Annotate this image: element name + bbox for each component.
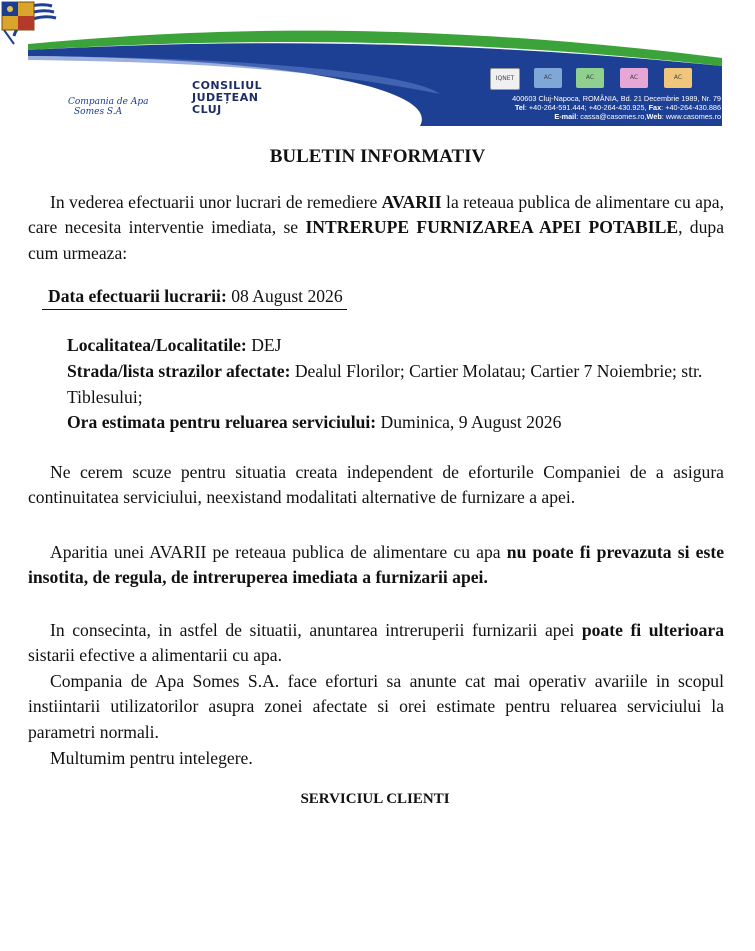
intro-text-3: , dupa cum urmeaza:: [28, 217, 725, 263]
email-label: E-mail: [554, 112, 577, 122]
locality-label: Localitatea/Localitatile:: [67, 335, 247, 355]
certification-badge-2: AC: [576, 68, 604, 88]
streets-label: Strada/lista strazilor afectate:: [67, 360, 291, 381]
resume-row: [67, 410, 719, 436]
intro-text-1: In vederea efectuarii unor lucrari de remediere: [50, 192, 382, 212]
tel-label: Tel: [514, 103, 525, 113]
company-logo-line-1: Compania de Apa: [68, 97, 149, 107]
certification-badge-3: AC: [620, 68, 648, 88]
consequence-text-1: In consecinta, in astfel de situatii, anuntarea intreruperii furnizarii apei: [50, 620, 582, 640]
council-line-2: JUDEȚEAN: [192, 91, 259, 104]
signature-department: SERVICIUL CLIENTI: [300, 791, 450, 807]
occurrence-paragraph: [28, 540, 724, 591]
occurrence-text: Aparitia unei AVARII pe reteaua publica de alimentare cu apa: [50, 542, 507, 562]
consequence-paragraph: [28, 618, 724, 669]
bulletin-title: BULETIN INFORMATIV: [269, 146, 486, 167]
resume-value: Duminica, 9 August 2026: [376, 412, 562, 433]
contact-phone-fax: [512, 103, 721, 112]
contact-info: [512, 94, 721, 122]
company-logo-line-2: Somes S.A: [74, 107, 123, 117]
work-date-value: 08 August 2026: [226, 286, 343, 306]
resume-label: Ora estimata pentru reluarea serviciului:: [67, 412, 377, 433]
intro-bold-interruption: INTRERUPE FURNIZAREA APEI POTABILE: [305, 217, 679, 238]
locality-value: DEJ: [246, 335, 282, 355]
council-line-3: CLUJ: [192, 103, 222, 116]
tel-value: : +40-264-591.444; +40-264-430.925,: [524, 103, 647, 113]
fax-value: : +40-264-430.886: [661, 103, 721, 113]
iqnet-certification-badge: IQNET: [490, 68, 520, 90]
consequence-text-2: sistarii efective a alimentarii cu apa.: [28, 645, 283, 666]
contact-email-web: [512, 112, 721, 121]
consequence-bold: poate fi ulterioara: [581, 620, 724, 640]
streets-row: [67, 359, 719, 411]
email-value: : cassa@casomes.ro,: [576, 112, 647, 122]
certification-badge-4: AC: [664, 68, 692, 88]
county-council-emblem-icon: [0, 0, 36, 32]
council-line-1: CONSILIUL: [192, 79, 263, 92]
thanks-line: Multumim pentru intelegere.: [50, 748, 253, 768]
locality-row: [67, 333, 719, 359]
intro-paragraph: [28, 190, 724, 266]
intro-text-2: la reteaua publica de alimentare cu apa, care necesita interventie imediata, se: [28, 192, 724, 238]
county-council-logo-text: [192, 80, 262, 116]
web-label: Web: [646, 112, 662, 122]
affected-area-details: [67, 333, 719, 436]
occurrence-bold: nu poate fi prevazuta si este insotita, de regula, de intreruperea imediata a furnizarii apei.: [28, 542, 724, 588]
web-value: : www.casomes.ro: [661, 112, 721, 122]
certification-badge-1: AC: [534, 68, 562, 88]
work-date-label: Data efectuarii lucrarii:: [48, 286, 227, 306]
letterhead: [0, 0, 755, 140]
contact-address: 400603 Cluj-Napoca, ROMÂNIA, Bd. 21 Decembrie 1989, Nr. 79: [512, 94, 721, 103]
work-date: [42, 286, 347, 310]
intro-bold-avarii: AVARII: [381, 192, 442, 212]
apology-paragraph: Ne cerem scuze pentru situatia creata independent de eforturile Companiei de a asigura continuitatea serviciului, neexistand modalitati alternative de furnizare a apei.: [28, 462, 724, 508]
fax-label: Fax: [648, 103, 662, 113]
effort-paragraph: Compania de Apa Somes S.A. face eforturi sa anunte cat mai operativ avariile in scopul instiintarii utilizatorilor asupra zonei afectate si orei estimate pentru reluarea serviciului la parametri normali.: [28, 671, 724, 742]
company-logo-text: [68, 97, 148, 117]
streets-value: Dealul Florilor; Cartier Molatau; Cartier 7 Noiembrie; str. Tiblesului;: [67, 360, 703, 407]
